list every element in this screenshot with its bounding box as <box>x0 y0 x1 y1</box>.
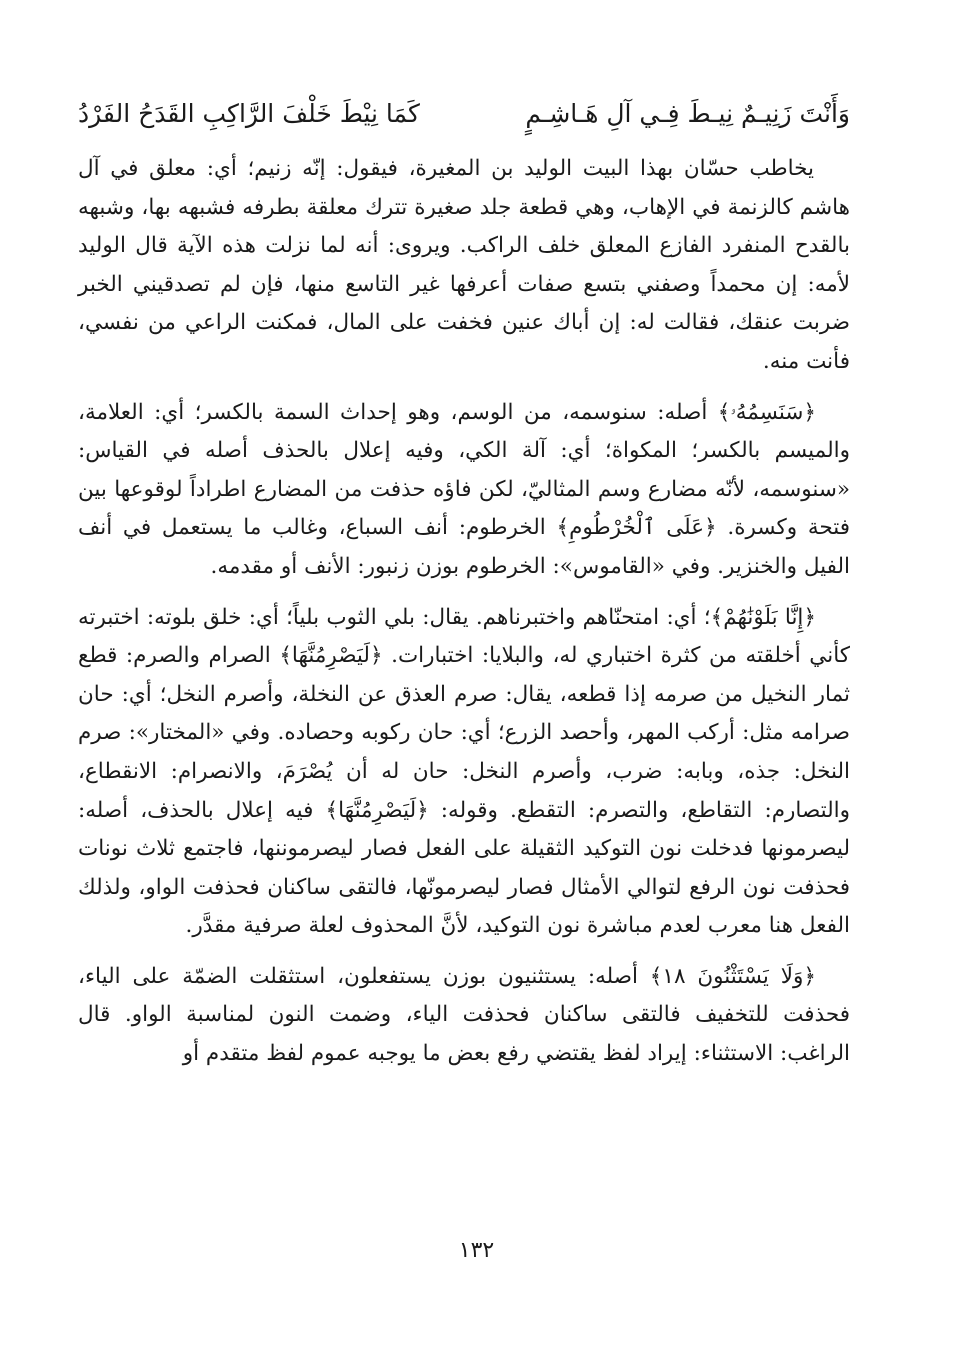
verse-second-hemistich: كَمَا نِيْطَ خَلْفَ الرَّاكِبِ القَدَحُ الفَرْدُ <box>78 99 420 128</box>
verse-first-hemistich: وَأَنْتَ زَنِيـمٌ نِيـطَ فِـي آلِ هَـاشِـمٍ <box>525 99 850 128</box>
paragraph-balawnahum: ﴿إِنَّا بَلَوْنَٰهُمْ﴾؛ أي: امتحنّاهم واختبرناهم. يقال: بلي الثوب بلياً؛ أي: خلق بلوته: اختبرته كأني أخلقته من كثرة اختباري له، والبلايا: اختبارات. ﴿لَيَصْرِمُنَّهَا﴾ الصرام والصرم: قطع ثمار النخيل من صرمه إذا قطعه، يقال: صرم العذق عن النخلة، وأصرم النخل؛ أي: حان صرامه مثل: أركب المهر، وأحصد الزرع؛ أي: حان ركوبه وحصاده. وفي «المختار»: صرم النخل: جذه، وبابه: ضرب، وأصرم النخل: حان له أن يُصْرَمَ، والانصرام: الانقطاع، والتصارم: التقاطع، والتصرم: التقطع. وقوله: ﴿لَيَصْرِمُنَّهَا﴾ فيه إعلال بالحذف، أصله: ليصرمونها فدخلت نون التوكيد الثقيلة على الفعل فصار ليصرموننها، فاجتمع ثلاث نونات فحذفت نون الرفع لتوالي الأمثال فصار ليصرمونّها، فالتقى ساكنان فحذفت الواو، ولذلك الفعل هنا معرب لعدم مباشرة نون التوكيد، لأنَّ المحذوف لعلة صرفية مقدَّر. <box>78 604 850 939</box>
paragraph-yastathnun: ﴿وَلَا يَسْتَثْنُونَ ١٨﴾ أصله: يستثنيون بوزن يستفعلون، استثقلت الضمّة على الياء، فحذفت للتخفيف فالتقى ساكنان فحذفت الياء، وضمت النون لمناسبة الواو. قال الراغب: الاستثناء: إيراد لفظ يقتضي رفع بعض ما يوجبه عموم لفظ متقدم أو <box>78 963 850 1067</box>
page-body <box>78 92 850 1086</box>
poetry-verse <box>78 92 850 136</box>
paragraph-commentary: يخاطب حسّان بهذا البيت الوليد بن المغيرة، فيقول: إنّه زنيم؛ أي: معلق في آل هاشم كالزنمة في الإهاب، وهي قطعة جلد صغيرة تترك معلقة بطرفه فشبهه بها، وشبهه بالقدح المنفرد الفازع المعلق خلف الراكب. ويروى: أنه لما نزلت هذه الآية قال الوليد لأمه: إن محمداً وصفني بتسع صفات أعرفها غير التاسع منها، فإن لم تصدقيني الخبر ضربت عنقك، فقالت له: إن أباك عنين فخفت على المال، فمكنت الراعي من نفسي، فأنت منه. <box>78 156 850 374</box>
page-number: ١٣٢ <box>458 1238 495 1263</box>
paragraph-sanasimuhu: ﴿سَنَسِمُهُۥ﴾ أصله: سنوسمه، من الوسم، وهو إحداث السمة بالكسر؛ أي: العلامة، والميسم بالكسر؛ المكواة؛ أي: آلة الكي، وفيه إعلال بالحذف أصله في القياس: «سنوسمه، لأنّه مضارع وسم المثاليّ، لكن فاؤه حذفت من المضارع اطراداً لوقوعها بين فتحة وكسرة. ﴿عَلَى ٱلْخُرْطُومِ﴾ الخرطوم: أنف السباع، وغالب ما يستعمل في أنف الفيل والخنزير. وفي «القاموس»: الخرطوم بوزن زنبور: الأنف أو مقدمه. <box>78 399 850 579</box>
